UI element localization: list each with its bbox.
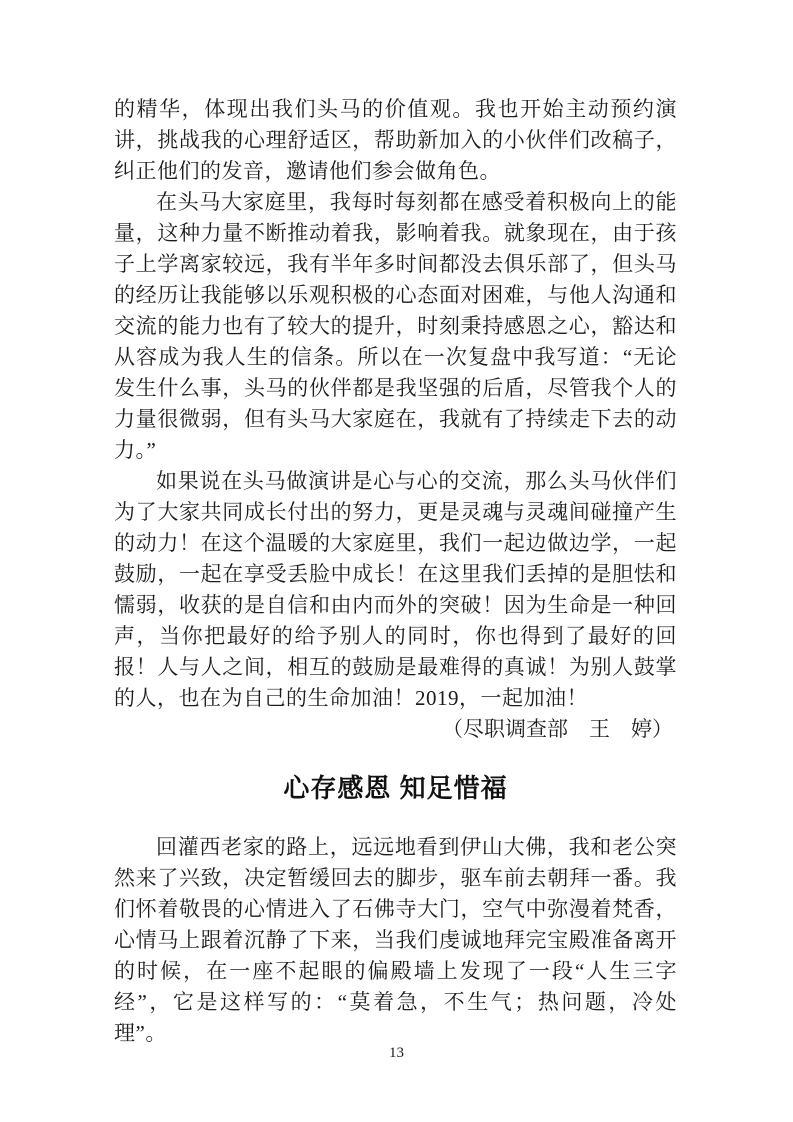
page-number: 13	[389, 1045, 404, 1061]
paragraph: 回灌西老家的路上，远远地看到伊山大佛，我和老公突然来了兴致，决定暂缓回去的脚步，驱车前去朝拜一番。我们怀着敬畏的心情进入了石佛寺大门，空气中弥漫着梵香，心情马上跟着沉静了下来，当我们虔诚地拜完宝殿准备离开的时候，在一座不起眼的偏殿墙上发现了一段“人生三字经”，它是这样写的：“莫着急，不生气；热问题，冷处理”。	[114, 835, 677, 1045]
text-column	[114, 94, 677, 1049]
author-attribution: （尽职调查部 王 婷）	[442, 717, 673, 741]
paragraph: 如果说在头马做演讲是心与心的交流，那么头马伙伴们为了大家共同成长付出的努力，更是灵魂与灵魂间碰撞产生的动力！在这个温暖的大家庭里，我们一起边做边学，一起鼓励，一起在享受丢脸中成长！在这里我们丢掉的是胆怯和懦弱，收获的是自信和由内而外的突破！因为生命是一种回声，当你把最好的给予别人的同时，你也得到了最好的回报！人与人之间，相互的鼓励是最难得的真诚！为别人鼓掌的人，也在为自己的生命加油！2019，一起加油！	[114, 469, 677, 710]
paragraph: 在头马大家庭里，我每时每刻都在感受着积极向上的能量，这种力量不断推动着我，影响着我。就象现在，由于孩子上学离家较远，我有半年多时间都没去俱乐部了，但头马的经历让我能够以乐观积极的心态面对困难，与他人沟通和交流的能力也有了较大的提升，时刻秉持感恩之心，豁达和从容成为我人生的信条。所以在一次复盘中我写道：“无论发生什么事，头马的伙伴都是我坚强的后盾，尽管我个人的力量很微弱，但有头马大家庭在，我就有了持续走下去的动力。”	[114, 190, 677, 462]
paragraph-continuation: 的精华，体现出我们头马的价值观。我也开始主动预约演讲，挑战我的心理舒适区，帮助新加入的小伙伴们改稿子，纠正他们的发音，邀请他们参会做角色。	[114, 97, 677, 183]
article-title: 心存感恩 知足惜福	[283, 773, 508, 803]
